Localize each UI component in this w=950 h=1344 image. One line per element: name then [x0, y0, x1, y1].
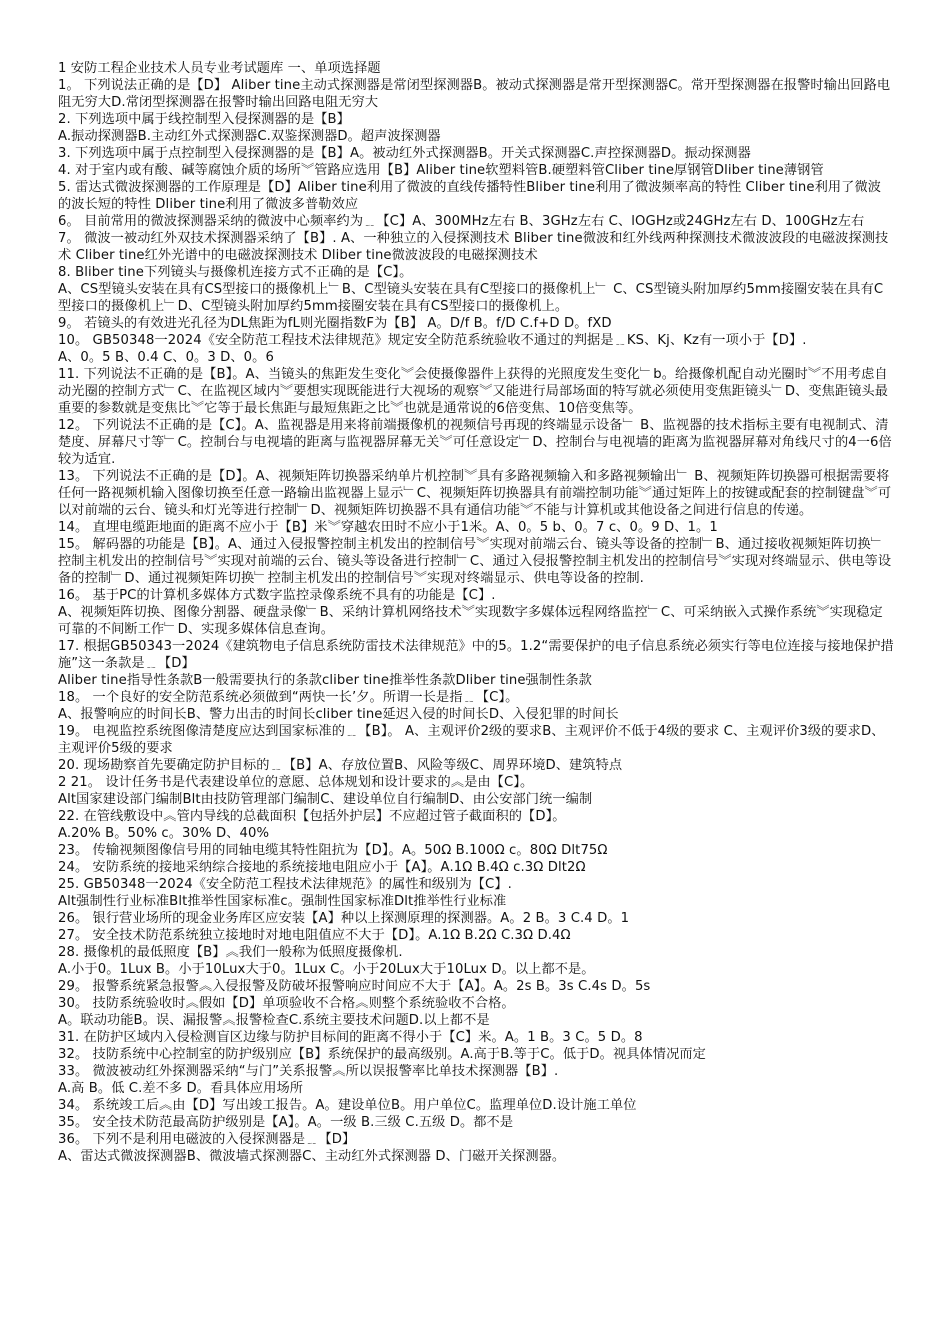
text-line: 29。 报警系统紧急报警︽入侵报警及防破坏报警响应时间应不大于【A】。A。2s B。3s C.4s D。5s	[58, 979, 651, 994]
text-line: A、CS型镜头安装在具有CS型接口的摄像机上﹂B、C型镜头安装在具有C型接口的摄像机上﹂ C、CS型镜头附加厚约5mm接圈安装在具有C型接口的摄像机上﹂D、C型镜头附加厚约5mm接圈安装在具有CS型接口的摄像机上。	[58, 282, 884, 314]
text-line: 4. 对于室内或有酸、碱等腐蚀介质的场所︾管路应选用【B】Aliber tine软塑料管B.硬塑料管Cliber tine厚钢管Dliber tine薄钢管	[58, 163, 824, 178]
text-line: 23。 传输视频图像信号用的同轴电缆其特性阻抗为【D】。A。50Ω B.100Ω c。80Ω Dlt75Ω	[58, 843, 608, 858]
text-line: 5. 雷达式微波探测器的工作原理是【D】Aliber tine利用了微波的直线传播特性Bliber tine利用了微波频率高的特性 Cliber tine利用了微波的波长短的特性 Dliber tine利用了微波多普勒效应	[58, 180, 882, 212]
text-line: Aliber tine指导性条款B一般需要执行的条款cliber tine推举性条款Dliber tine强制性条款	[58, 673, 592, 688]
document-body	[58, 60, 894, 1165]
text-line: 1。 下列说法正确的是【D】 Aliber tine主动式探测器是常闭型探测器B。被动式探测器是常开型探测器C。常开型探测器在报警时输出回路电阻无穷大D.常闭型探测器在报警时输出回路电阻无穷大	[58, 78, 891, 110]
text-line: 2 21。 设计任务书是代表建设单位的意愿、总体规划和设计要求的︽是由【C】。	[58, 775, 534, 790]
text-line: A。联动功能B。误、漏报警︽报警检查C.系统主要技术问题D.以上都不是	[58, 1013, 490, 1028]
text-line: 31. 在防护区域内入侵检测盲区边缘与防护目标间的距离不得小于【C】米。A。1 B。3 C。5 D。8	[58, 1030, 643, 1045]
text-line: A.高 B。低 C.差不多 D。看具体应用场所	[58, 1081, 304, 1096]
text-line: 10。 GB50348一2024《安全防范工程技术法律规范》规定安全防范系统验收不通过的判据是﹎KS、Kj、Kz有一项小于【D】.	[58, 333, 807, 348]
text-line: Alt强制性行业标准Blt推举性国家标准c。强制性国家标准Dlt推举性行业标准	[58, 894, 507, 909]
text-line: A、0。5 B、0.4 C、0。3 D、0。6	[58, 350, 274, 365]
text-line: 26。 银行营业场所的现金业务库区应安装【A】种以上探测原理的探测器。A。2 B。3 C.4 D。1	[58, 911, 630, 926]
text-line: 24。 安防系统的接地采纳综合接地的系统接地电阻应小于【A】。A.1Ω B.4Ω c.3Ω Dlt2Ω	[58, 860, 586, 875]
text-line: 28. 摄像机的最低照度【B】︽我们一般称为低照度摄像机.	[58, 945, 403, 960]
text-line: 32。 技防系统中心控制室的防护级别应【B】系统保护的最高级别。A.高于B.等于C。低于D。视具体情况而定	[58, 1047, 706, 1062]
text-line: 16。 基于PC的计算机多媒体方式数字监控录像系统不具有的功能是【C】.	[58, 588, 496, 603]
text-line: 30。 技防系统验收时︽假如【D】单项验收不合格︽则整个系统验收不合格。	[58, 996, 515, 1011]
text-line: 36。 下列不是利用电磁波的入侵探测器是﹎【D】	[58, 1132, 356, 1147]
text-line: Alt国家建设部门编制Blt由技防管理部门编制C、建设单位自行编制D、由公安部门统一编制	[58, 792, 593, 807]
text-line: 20. 现场勘察首先要确定防护目标的﹎【B】A、存放位置B、风险等级C、周界环境D、建筑特点	[58, 758, 623, 773]
text-line: 2. 下列选项中属于线控制型入侵探测器的是【B】	[58, 112, 350, 127]
text-line: 19。 电视监控系统图像清楚度应达到国家标准的﹎【B】。 A、主观评价2级的要求B、主观评价不低于4级的要求 C、主观评价3级的要求D、主观评价5级的要求	[58, 724, 885, 756]
text-line: 17. 根据GB50343一2024《建筑物电子信息系统防雷技术法律规范》中的5。1.2“需要保护的电子信息系统必须实行等电位连接与接地保护措施”这一条款是﹎【D】	[58, 639, 894, 671]
text-line: 14。 直埋电缆距地面的距离不应小于【B】米︾穿越农田时不应小于1米。A、0。5 b、0。7 c、0。9 D、1。1	[58, 520, 718, 535]
text-line: 8. Bliber tine下列镜头与摄像机连接方式不正确的是【C】。	[58, 265, 413, 280]
text-line: A、视频矩阵切换、图像分割器、硬盘录像﹂B、采纳计算机网络技术︾实现数字多媒体远程网络监控﹂C、可采纳嵌入式操作系统︾实现稳定可靠的不间断工作﹂D、实现多媒体信息查询。	[58, 605, 883, 637]
text-line: 7。 微波一被动红外双技术探测器采纳了【B】. A、一种独立的入侵探测技术 Bliber tine微波和红外线两种探测技术微波波段的电磁波探测技术 Cliber tine红外光谱中的电磁波探测技术 Dliber tine微波波段的电磁探测技术	[58, 231, 889, 263]
text-line: A.振动探测器B.主动红外式探测器C.双鉴探测器D。超声波探测器	[58, 129, 441, 144]
text-line: 35。 安全技术防范最高防护级别是【A】。A。一级 B.三级 C.五级 D。都不是	[58, 1115, 514, 1130]
text-line: 6。 目前常用的微波探测器采纳的微波中心频率约为﹎【C】A、300MHz左右 B、3GHz左右 C、lOGHz或24GHz左右 D、100GHz左右	[58, 214, 865, 229]
text-line: A、雷达式微波探测器B、微波墙式探测器C、主动红外式探测器 D、门磁开关探测器。	[58, 1149, 566, 1164]
text-line: 9。 若镜头的有效进光孔径为DL焦距为fL则光圈指数F为【B】 A。D/f B。f/D C.f+D D。fXD	[58, 316, 612, 331]
text-line: A、报警响应的时间长B、警力出击的时间长cliber tine延迟入侵的时间长D、入侵犯罪的时间长	[58, 707, 619, 722]
text-line: 27。 安全技术防范系统独立接地时对地电阻值应不大于【D】。A.1Ω B.2Ω C.3Ω D.4Ω	[58, 928, 571, 943]
text-line: 3. 下列选项中属于点控制型入侵探测器的是【B】A。被动红外式探测器B。开关式探测器C.声控探测器D。振动探测器	[58, 146, 751, 161]
text-line: 11. 下列说法不正确的是【B】。A、当镜头的焦距发生变化︾会使摄像器件上获得的光照度发生变化﹂b。给摄像机配自动光圈时︾不用考虑自动光圈的控制方式﹂C、在监视区域内︾要想实现既能进行大视场的观察︾又能进行局部场面的特写就必须使用变焦距镜头﹂D、变焦距镜头最重要的参数就是变焦比︾它等于最长焦距与最短焦距之比︾也就是通常说的6倍变焦、10倍变焦等。	[58, 367, 889, 416]
text-line: 22. 在管线敷设中︽管内导线的总截面积【包括外护层】不应超过管子截面积的【D】。	[58, 809, 566, 824]
text-line: 1 安防工程企业技术人员专业考试题库 一、单项选择题	[58, 61, 381, 76]
text-line: 13。 下列说法不正确的是【D】。A、视频矩阵切换器采纳单片机控制︾具有多路视频输入和多路视频输出﹂ B、视频矩阵切换器可根据需要将任何一路视频机输入图像切换至任意一路输出监视器上显示﹂C、视频矩阵切换器具有前端控制功能︾通过矩阵上的按键或配套的控制键盘︾可以对前端的云台、镜头和灯光等进行控制﹂D、视频矩阵切换器不具有通信功能︾不能与计算机或其他设备之间进行信息的传递。	[58, 469, 892, 518]
text-line: 18。 一个良好的安全防范系统必须做到“两快一长’夕。所谓一长是指﹎【C】。	[58, 690, 519, 705]
text-line: 12。 下列说法不正确的是【C】。A、监视器是用来将前端摄像机的视频信号再现的终端显示设备﹂ B、监视器的技术指标主要有电视制式、清楚度、屏幕尺寸等﹂C。控制台与电视墙的距离与监视器屏幕无关︾可任意设定﹂D、控制台与电视墙的距离为监视器屏幕对角线尺寸的4一6倍较为适宜.	[58, 418, 892, 467]
text-line: 25. GB50348一2024《安全防范工程技术法律规范》的属性和级别为【C】.	[58, 877, 512, 892]
text-line: A.小于0。1Lux B。小于10Lux大于0。1Lux C。小于20Lux大于10Lux D。以上都不是。	[58, 962, 595, 977]
text-line: A.20% B。50% c。30% D、40%	[58, 826, 270, 841]
text-line: 33。 微波被动红外探测器采纳“与门”关系报警︽所以误报警率比单技术探测器【B】.	[58, 1064, 559, 1079]
text-line: 34。 系统竣工后︽由【D】写出竣工报告。A。建设单位B。用户单位C。监理单位D.设计施工单位	[58, 1098, 637, 1113]
text-line: 15。 解码器的功能是【B】。A、通过入侵报警控制主机发出的控制信号︾实现对前端云台、镜头等设备的控制﹂B、通过接收视频矩阵切换﹂控制主机发出的控制信号︾实现对前端的云台、镜头等设备进行控制﹂C、通过入侵报警控制主机发出的控制信号︾实现对终端显示、供电等设备的控制﹂D、通过视频矩阵切换﹂控制主机发出的控制信号︾实现对终端显示、供电等设备的控制.	[58, 537, 892, 586]
